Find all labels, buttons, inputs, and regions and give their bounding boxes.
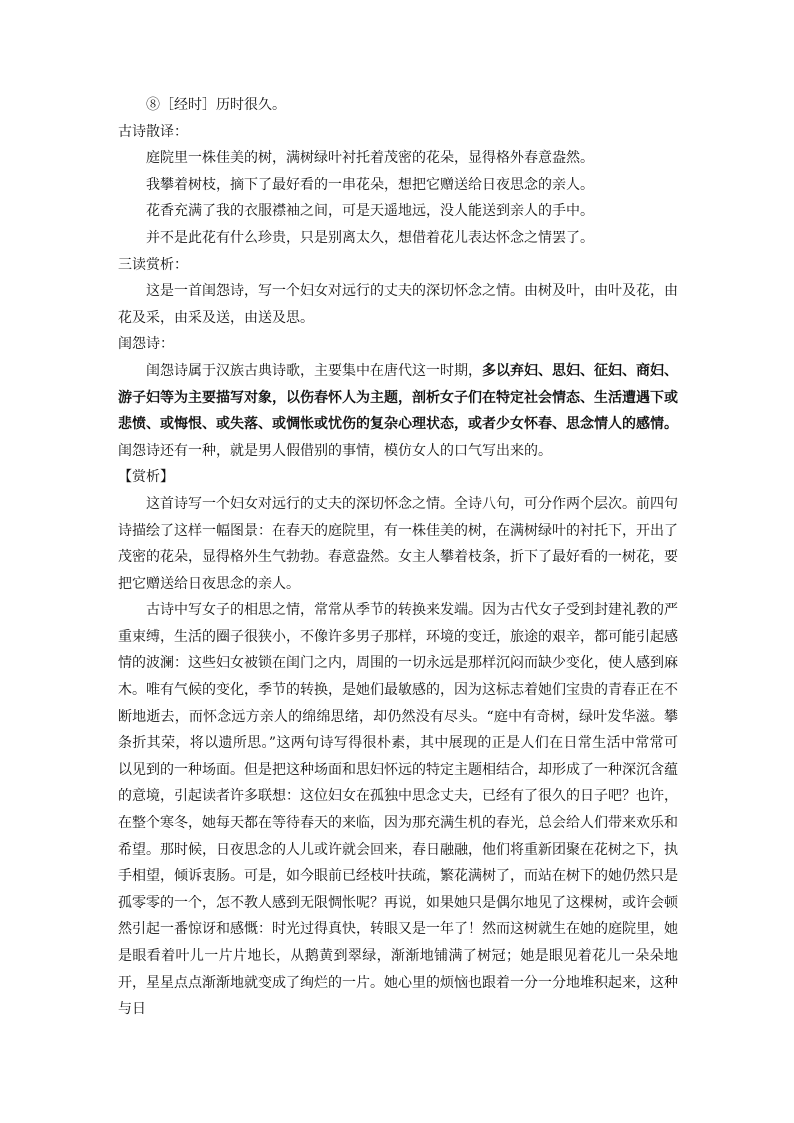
guiyuan-text-1: 闺怨诗属于汉族古典诗歌，主要集中在唐代这一时期， xyxy=(146,362,482,379)
shangxi-paragraph-1: 这首诗写一个妇女对远行的丈夫的深切怀念之情。全诗八句，可分作两个层次。前四句诗描绘了这样一幅图景：在春天的庭院里，有一株佳美的树，在满树绿叶的衬托下，开出了茂密的花朵，显得格外生气勃勃。春意盎然。女主人攀着枝条，折下了最好看的一树花，要把它赠送给日夜思念的亲人。 xyxy=(118,495,678,592)
translation-line-1: 庭院里一株佳美的树，满树绿叶衬托着茂密的花朵，显得格外春意盎然。 xyxy=(146,150,594,167)
shangxi-paragraph-2: 古诗中写女子的相思之情，常常从季节的转换来发端。因为古代女子受到封建礼教的严重束缚，生活的圈子很狭小，不像许多男子那样，环境的变迁，旅途的艰辛，都可能引起感情的波澜：这些妇女被锁在闺门之内，周围的一切永远是那样沉闷而缺少变化，使人感到麻木。唯有气候的变化，季节的转换，是她们最敏感的，因为这标志着她们宝贵的青春正在不断地逝去，而怀念远方亲人的绵绵思绪，却仍然没有尽头。“庭中有奇树，绿叶发华滋。攀条折其荣，将以遗所思。”这两句诗写得很朴素，其中展现的正是人们在日常生活中常常可以见到的一种场面。但是把这种场面和思妇怀远的特定主题相结合，却形成了一种深沉含蕴的意境，引起读者许多联想：这位妇女在孤独中思念丈夫，已经有了很久的日子吧？也许，在整个寒冬，她每天都在等待春天的来临，因为那充满生机的春光，总会给人们带来欢乐和希望。那时候，日夜思念的人儿或许就会回来，春日融融，他们将重新团聚在花树之下，执手相望，倾诉衷肠。可是，如今眼前已经枝叶扶疏，繁花满树了，而站在树下的她仍然只是孤零零的一个，怎不教人感到无限惆怅呢？再说，如果她只是偶尔地见了这棵树，或许会顿然引起一番惊讶和感慨：时光过得真快，转眼又是一年了！然而这树就生在她的庭院里，她是眼看着叶儿一片片地长，从鹅黄到翠绿，渐渐地铺满了树冠；她是眼见着花儿一朵朵地开，星星点点渐渐地就变成了绚烂的一片。她心里的烦恼也跟着一分一分地堆积起来，这种与日 xyxy=(118,602,678,1018)
appreciation-heading: 三读赏析： xyxy=(118,256,188,273)
appreciation-paragraph: 这是一首闺怨诗，写一个妇女对远行的丈夫的深切怀念之情。由树及叶，由叶及花，由花及采，由采及送，由送及思。 xyxy=(118,283,678,326)
guiyuan-bold-text: 多以弃妇、思妇、征妇、商妇、游子妇等为主要描写对象，以伤春怀人为主题，剖析女子们在特定社会情态、生活遭遇下或悲愤、或悔恨、或失落、或惆怅或忧伤的复杂心理状态，或者少女怀春、思念情人的感情。 xyxy=(118,362,678,433)
document-page xyxy=(118,92,678,1023)
translation-line-4: 并不是此花有什么珍贵，只是别离太久，想借着花儿表达怀念之情罢了。 xyxy=(146,229,594,246)
guiyuan-text-2: 闺怨诗还有一种，就是男人假借别的事情，模仿女人的口气写出来的。 xyxy=(118,442,552,459)
note-8: ⑧［经时］历时很久。 xyxy=(146,97,286,113)
translation-line-3: 花香充满了我的衣服襟袖之间，可是天遥地远，没人能送到亲人的手中。 xyxy=(146,203,594,220)
translation-heading: 古诗散译： xyxy=(118,123,188,140)
guiyuan-heading: 闺怨诗： xyxy=(118,336,174,353)
guiyuan-paragraph xyxy=(118,358,678,464)
shangxi-heading: 【赏析】 xyxy=(118,469,174,486)
translation-line-2: 我攀着树枝，摘下了最好看的一串花朵，想把它赠送给日夜思念的亲人。 xyxy=(146,176,594,193)
